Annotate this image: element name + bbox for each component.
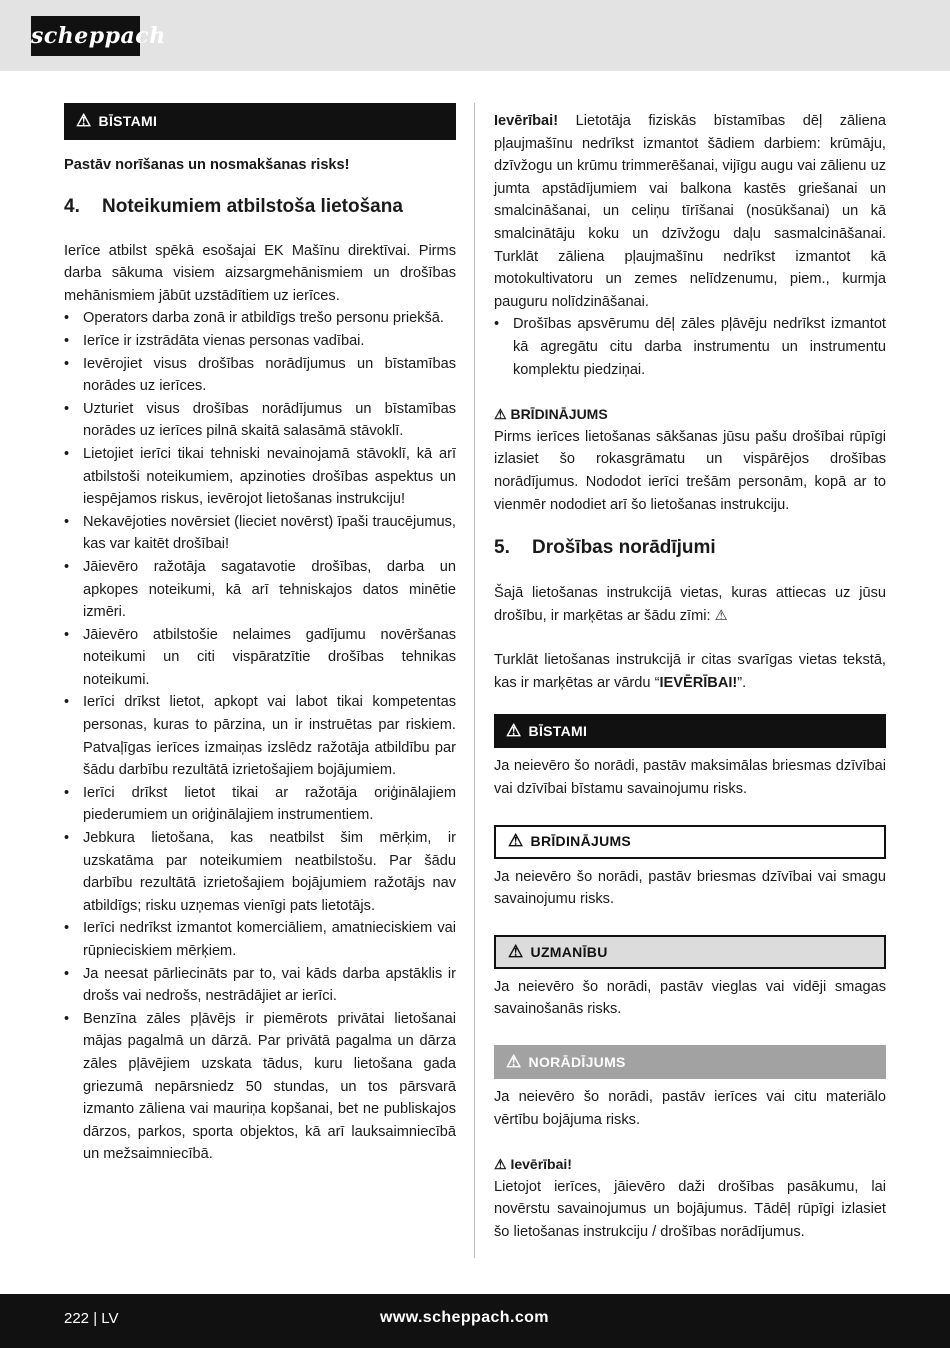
attention-text: Lietotāja fiziskās bīstamības dēļ zāliena pļaujmašīnu nedrīkst izmantot šādiem darbiem: krūmāju, dzīvžogu un krūmu trimmerēšanai, vijīgu augu vai zālienu uz jumta apstādījumiem vai balkona kastēs griešanai un smalcināšanai, un celiņu tīrīšanai (nosūkšanai) un kā smalcinātāju koku un dzīvžogu daļu sasmalcināšanai. Turklāt zāliena pļaujmašīnu nedrīkst izmantot kā motokultivatoru un zemes nelīdzenumu, piem., kurmja pauguru nolīdzināšanai. [494, 113, 886, 310]
attention-paragraph [494, 110, 886, 313]
attention-text: Lietojot ierīces, jāievēro daži drošības pasākumu, lai novērstu savainojumus un bojājumus. Tādēļ rūpīgi izlasiet šo lietošanas instrukciju / drošības norādījumus. [494, 1178, 886, 1240]
scheppach-logo: scheppach [31, 16, 140, 56]
list-item: • Jāievēro ražotāja sagatavotie drošības, darba un apkopes noteikumi, kā arī tehniskajos datos minētie izmēri. [64, 556, 456, 624]
keyword: IEVĒRĪBAI! [659, 674, 738, 691]
notice-box [494, 1045, 886, 1079]
caution-text: Ja neievēro šo norādi, pastāv vieglas vai vidēji smagas savainošanās risks. [494, 978, 886, 1018]
danger-box [494, 714, 886, 748]
page-number: 222 | LV [64, 1310, 119, 1327]
danger-label: BĪSTAMI [528, 723, 588, 740]
column-divider [474, 103, 475, 1258]
warning-heading [494, 403, 886, 426]
attention-heading [494, 1153, 886, 1176]
list-item: • Jāievēro atbilstošie nelaimes gadījumu novēršanas noteikumi un citi vispāratzītie drošības tehnikas noteikumi. [64, 624, 456, 692]
attention-label: Ievērībai! [510, 1156, 572, 1173]
section-title: Noteikumiem atbilstoša lietošana [102, 195, 403, 217]
warning-triangle-icon: ⚠ [506, 1051, 522, 1071]
list-item: • Ja neesat pārliecināts par to, vai kāds darba apstāklis ir drošs vai nedrošs, nestrādājiet ar ierīci. [64, 963, 456, 1008]
warning-text: Ja neievēro šo norādi, pastāv briesmas dzīvībai vai smagu savainojumu risks. [494, 868, 886, 908]
danger-text: Pastāv norīšanas un nosmakšanas risks! [64, 157, 350, 173]
section-number: 4. [64, 195, 80, 217]
intro-paragraph: Ierīce atbilst spēkā esošajai EK Mašīnu direktīvai. Pirms darba sākuma visiem aizsargmehānismiem un drošības mehānismiem jābūt uzstādītiem uz ierīces. [64, 242, 456, 304]
attention-list [494, 313, 886, 381]
notice-text: Ja neievēro šo norādi, pastāv ierīces vai citu materiālo vērtību bojājuma risks. [494, 1089, 886, 1128]
rules-list [64, 307, 456, 1166]
warning-label: BRĪDINĀJUMS [530, 833, 632, 850]
danger-label: BĪSTAMI [98, 113, 158, 130]
warning-triangle-icon: ⚠ [494, 406, 507, 423]
section-4-heading [64, 194, 456, 220]
caution-box [494, 935, 886, 969]
warning-triangle-icon: ⚠ [494, 1156, 507, 1173]
warning-triangle-icon: ⚠ [76, 111, 92, 131]
caution-label: UZMANĪBU [530, 943, 608, 960]
list-item: • Lietojiet ierīci tikai tehniski nevainojamā stāvoklī, kā arī atbilstoši noteikumiem, apzinoties drošības aspektus un iespējamos riskus, ievērojot lietošanas instrukciju! [64, 443, 456, 511]
warning-triangle-icon: ⚠ [508, 941, 524, 961]
warning-text: Pirms ierīces lietošanas sākšanas jūsu pašu drošībai rūpīgi izlasiet šo rokasgrāmatu un vispārējos drošības norādījumus. Nododot ierīci trešām personām, kopā ar to vienmēr nododiet arī šo lietošanas instrukciju. [494, 428, 886, 513]
danger-box [64, 103, 456, 140]
section-5-paragraph-1: Šajā lietošanas instrukcijā vietas, kuras attiecas uz jūsu drošību, ir marķētas ar šādu zīmi: ⚠ [494, 585, 886, 624]
website-link[interactable]: www.scheppach.com [380, 1309, 549, 1326]
warning-box [494, 825, 886, 859]
left-column [64, 103, 456, 1166]
text-fragment: Turklāt lietošanas instrukcijā ir citas svarīgas vietas tekstā, kas ir marķētas ar vārdu “ [494, 652, 886, 691]
list-item: • Uzturiet visus drošības norādījumus un bīstamības norādes uz ierīces pilnā skaitā salasāmā stāvoklī. [64, 398, 456, 443]
list-item: • Jebkura lietošana, kas neatbilst šim mērķim, ir uzskatāma par noteikumiem neatbilstošu. Par šādu darbību rezultātā izrietošajiem bojājumiem ražotājs nav atbildīgs; risku uzņemas vienīgi pats lietotājs. [64, 827, 456, 917]
list-item: • Benzīna zāles pļāvējs ir piemērots privātai lietošanai mājas pagalmā un dārzā. Par privātā pagalma un dārza zāles pļāvējiem uzskata tādus, kuru lietošana gada griezumā nepārsniedz 50 stundas, un tos pārsvarā izmanto zāliena vai mauriņa kopšanai, bet ne publiskajos dārzos, parkos, sporta objektos, kā arī lauksaimniecībā un mežsaimniecībā. [64, 1008, 456, 1166]
warning-triangle-icon: ⚠ [508, 831, 524, 851]
list-item: • Ievērojiet visus drošības norādījumus un bīstamības norādes uz ierīces. [64, 353, 456, 398]
page-footer [0, 1294, 950, 1348]
section-5-heading [494, 535, 886, 561]
page-header [0, 0, 950, 71]
section-number: 5. [494, 537, 510, 559]
list-item: • Drošības apsvērumu dēļ zāles pļāvēju nedrīkst izmantot kā agregātu citu darba instrumentu un instrumentu komplektu piedziņai. [494, 313, 886, 381]
list-item: • Ierīce ir izstrādāta vienas personas vadībai. [64, 330, 456, 353]
section-title: Drošības norādījumi [532, 537, 716, 559]
notice-label: NORĀDĪJUMS [528, 1053, 626, 1070]
list-item: • Ierīci nedrīkst izmantot komerciāliem, amatnieciskiem vai rūpnieciskiem mērķiem. [64, 917, 456, 962]
section-5-paragraph-2 [494, 649, 886, 694]
list-item: • Nekavējoties novērsiet (lieciet novērst) īpaši traucējumus, kas var kaitēt drošībai! [64, 511, 456, 556]
list-item: • Operators darba zonā ir atbildīgs trešo personu priekšā. [64, 307, 456, 330]
danger-text: Ja neievēro šo norādi, pastāv maksimālas briesmas dzīvībai vai dzīvībai bīstamu savainojumu risks. [494, 758, 886, 798]
right-column [494, 103, 886, 1244]
list-item: • Ierīci drīkst lietot, apkopt vai labot tikai kompetentas personas, kuras to pārzina, un ir instruētas par riskiem. Patvaļīgas ierīces izmaiņas izslēdz ražotāja atbildību par šādu darbību rezultātā izrietošajiem bojājumiem. [64, 691, 456, 781]
warning-triangle-icon: ⚠ [506, 721, 522, 741]
text-fragment: ”. [737, 674, 747, 691]
attention-label: Ievērībai! [494, 113, 559, 129]
warning-label: BRĪDINĀJUMS [510, 406, 608, 423]
list-item: • Ierīci drīkst lietot tikai ar ražotāja oriģinālajiem piederumiem un oriģinālajiem instrumentiem. [64, 782, 456, 827]
